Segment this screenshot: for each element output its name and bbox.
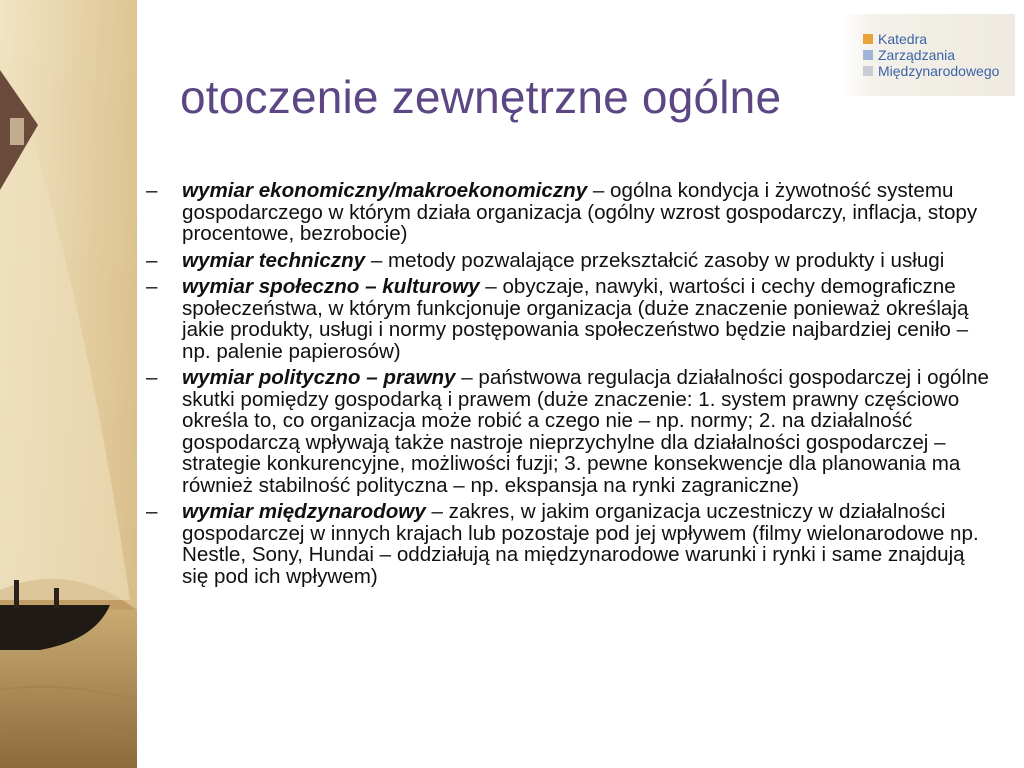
bullet-item	[146, 180, 996, 245]
bullet-item	[146, 250, 996, 272]
bullet-term: wymiar społeczno – kulturowy	[182, 275, 480, 298]
sailboat-illustration	[0, 0, 137, 768]
bullet-term: wymiar międzynarodowy	[182, 500, 426, 523]
logo-line-3: Międzynarodowego	[878, 63, 1000, 79]
logo-line-1: Katedra	[878, 31, 928, 47]
bullet-item	[146, 367, 996, 496]
logo-line-2: Zarządzania	[878, 47, 956, 63]
logo-square-orange	[863, 34, 873, 44]
bullet-text: – metody pozwalające przekształcić zasoby w produkty i usługi	[365, 248, 945, 272]
logo-square-gray	[863, 66, 873, 76]
bullet-term: wymiar techniczny	[182, 248, 366, 272]
bullet-dash: –	[146, 248, 158, 272]
bullet-item	[146, 501, 996, 587]
logo-text	[878, 31, 999, 79]
bullet-text: – obyczaje, nawyki, wartości i cechy demograficzne społeczeństwa, w którym funkcjonuje organizacja (duże znaczenie ponieważ określają jakie produkty, usługi i normy postępowania społeczeństwo będzie najbardziej ceniło – np. palenie papierosów)	[182, 275, 969, 363]
bullet-dash: –	[146, 179, 158, 202]
department-logo	[843, 14, 1015, 96]
logo-square-blue	[863, 50, 873, 60]
slide-title: otoczenie zewnętrzne ogólne	[180, 71, 782, 123]
bullet-list	[146, 180, 996, 592]
bullet-dash: –	[146, 366, 158, 389]
bullet-text: – ogólna kondycja i żywotność systemu gospodarczego w którym działa organizacja (ogólny wzrost gospodarczy, inflacja, stopy procentowe, bezrobocie)	[182, 179, 978, 245]
bullet-dash: –	[146, 500, 158, 523]
bullet-term: wymiar polityczno – prawny	[182, 366, 456, 389]
bullet-item	[146, 276, 996, 362]
bullet-term: wymiar ekonomiczny/makroekonomiczny	[182, 179, 593, 202]
logo-squares-icon	[863, 34, 875, 82]
bullet-text: – państwowa regulacja działalności gospodarczej i ogólne skutki pomiędzy gospodarką i prawem (duże znaczenie: 1. system prawny częściowo określa to, co organizacja może robić a czego nie – np. normy; 2. na działalność gospodarczą wpływają także nastroje nieprzychylne dla działalności gospodarczej – strategie konkurencyjne, możliwości fuzji; 3. pewne konsekwencje dla planowania ma również stabilność polityczna – np. ekspansja na rynki zagraniczne)	[182, 366, 989, 497]
bullet-text: – zakres, w jakim organizacja uczestniczy w działalności gospodarczej w innych krajach lub pozostaje pod jej wpływem (filmy wielonarodowe np. Nestle, Sony, Hundai – oddziałują na międzynarodowe warunki i rynki i same znajdują się pod ich wpływem)	[182, 500, 979, 588]
sailboat-photo	[0, 0, 137, 768]
bullet-dash: –	[146, 275, 158, 298]
